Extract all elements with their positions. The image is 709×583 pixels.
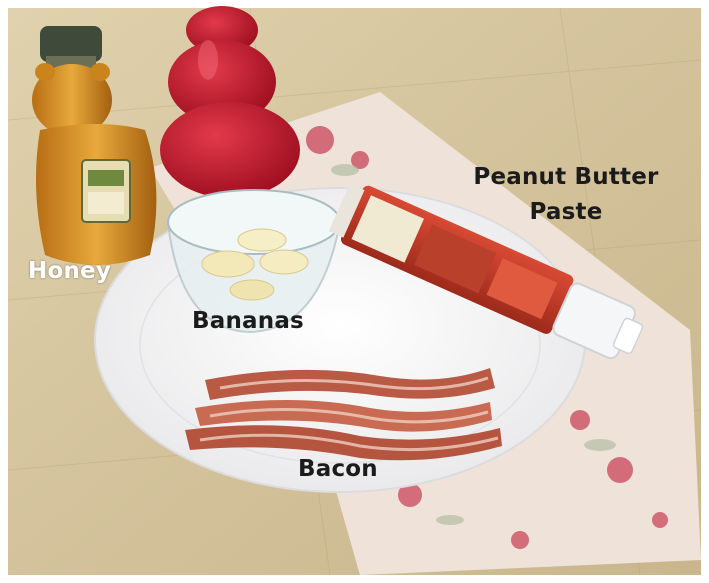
bacon-strips (185, 368, 502, 460)
label-peanut-butter-line2: Paste (529, 199, 603, 225)
label-honey: Honey (28, 258, 112, 284)
label-peanut-butter-paste (448, 160, 684, 230)
label-bacon: Bacon (298, 456, 378, 482)
label-bananas: Bananas (192, 308, 304, 334)
label-peanut-butter-line1: Peanut Butter (473, 164, 659, 190)
